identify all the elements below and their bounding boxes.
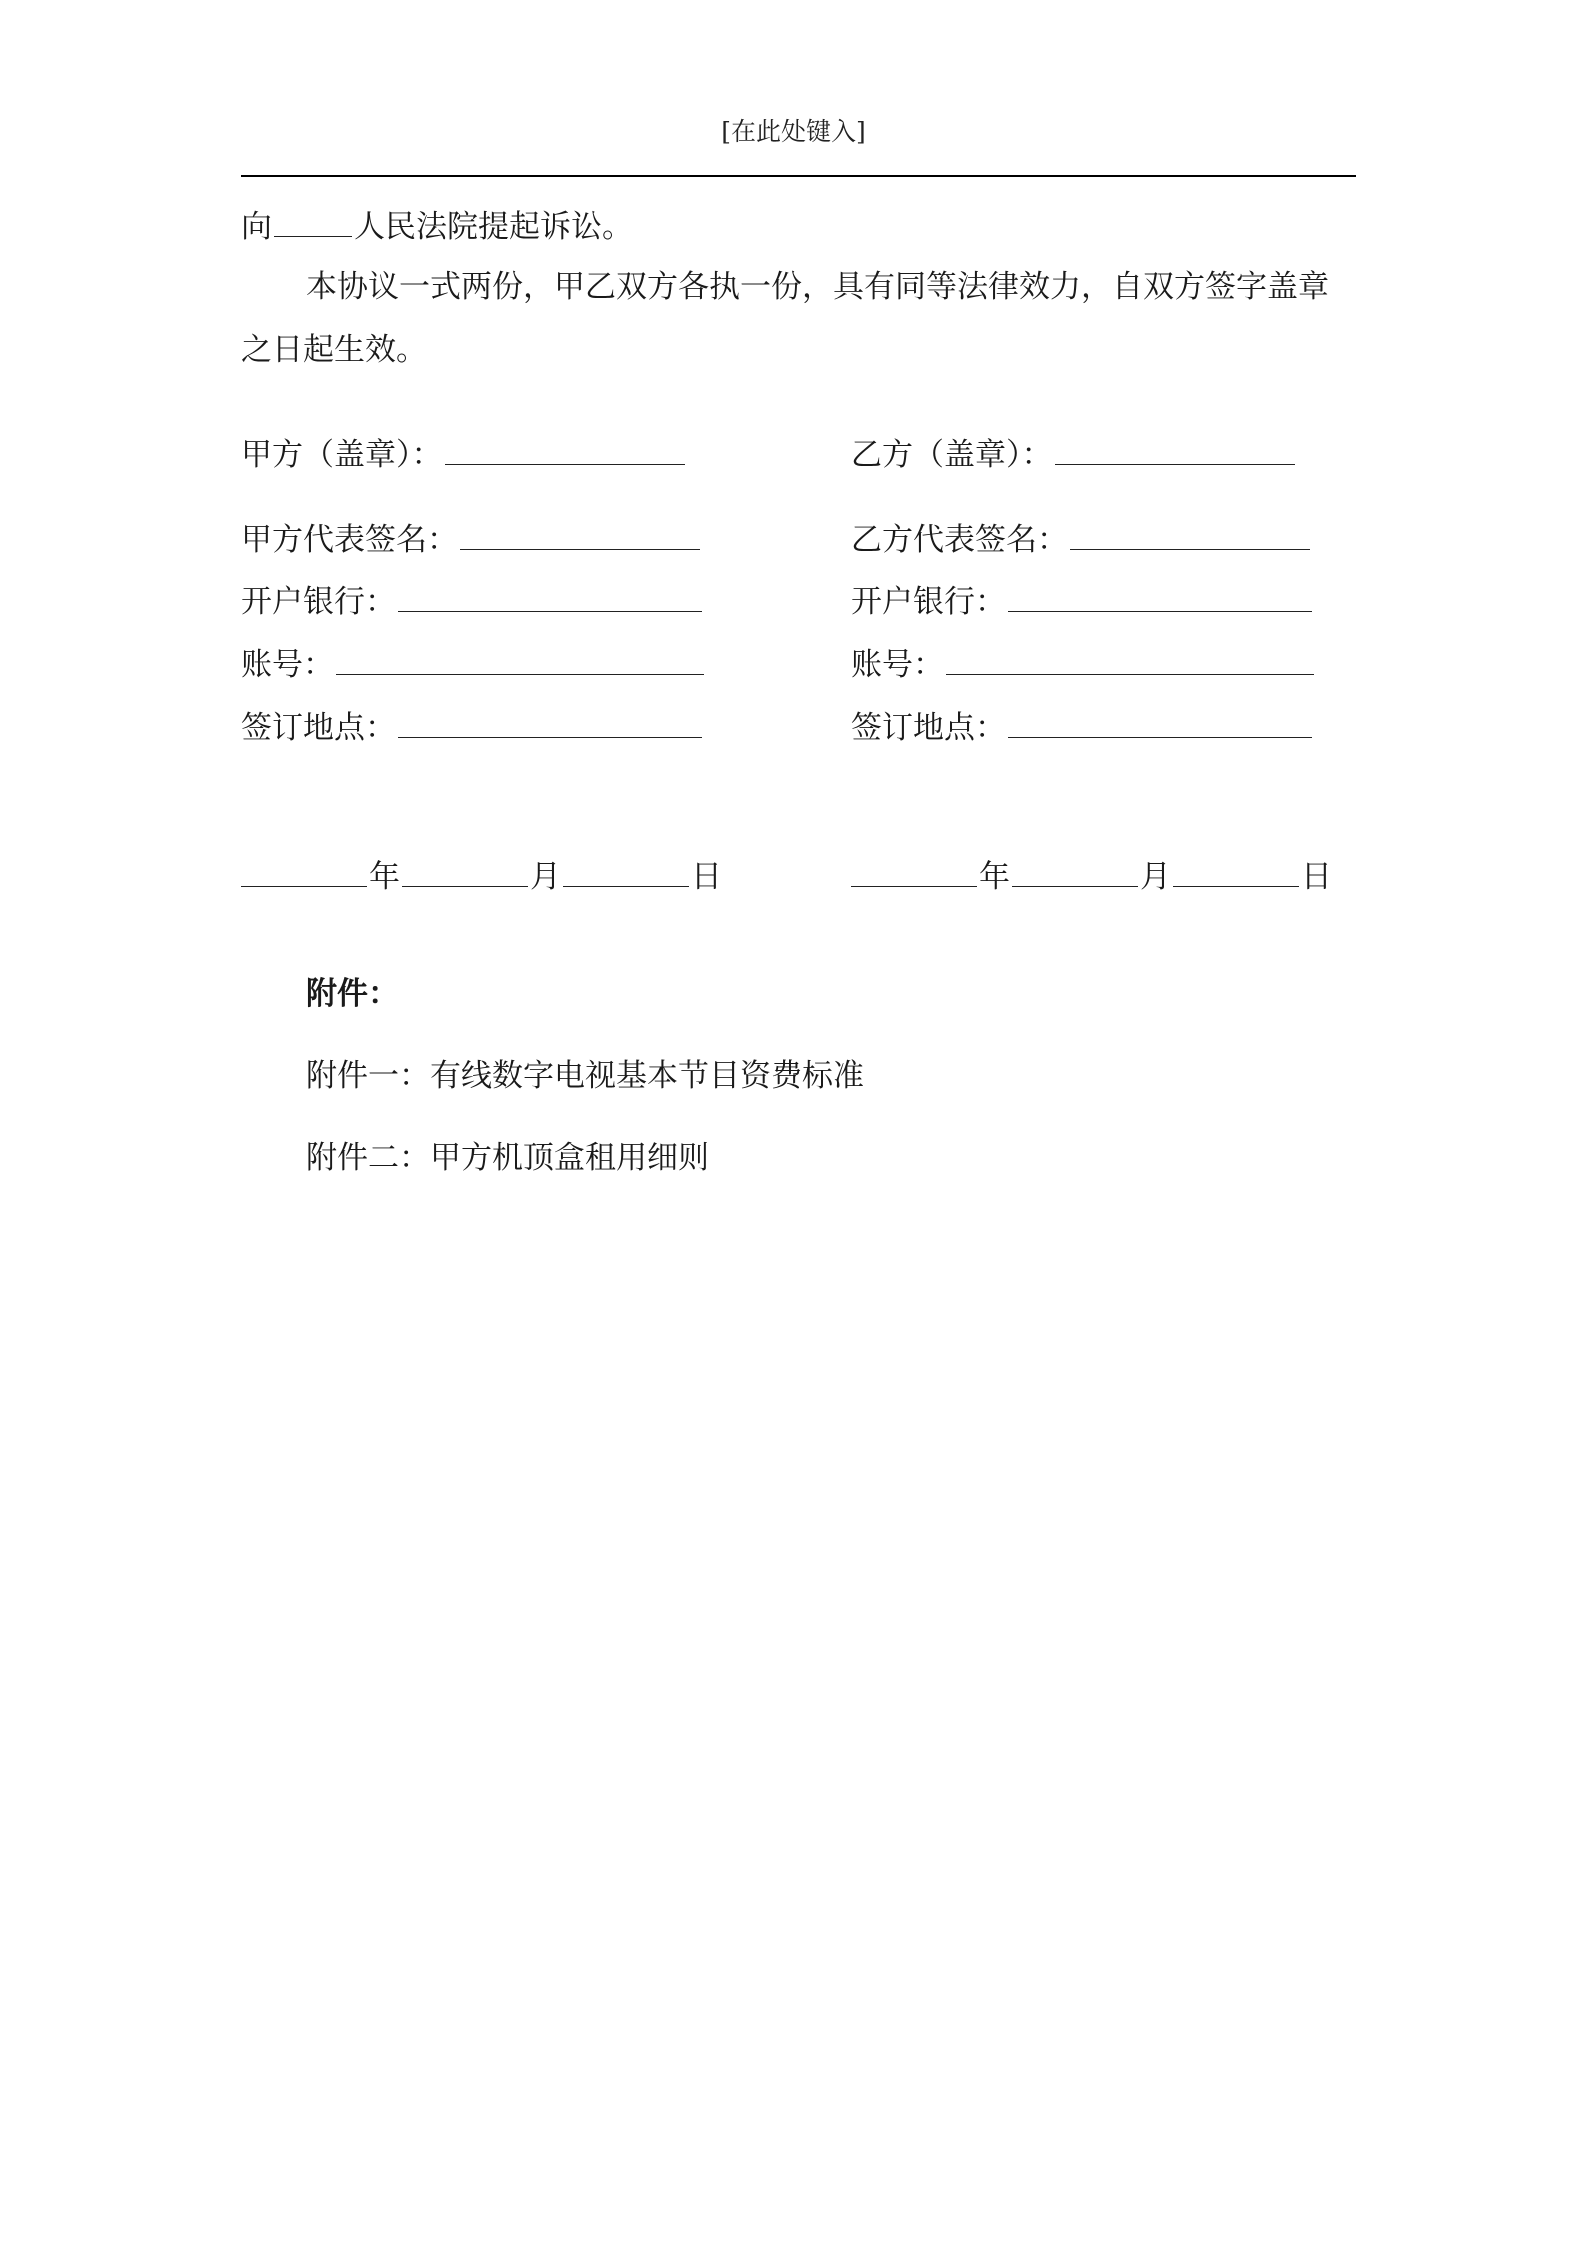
party-b-place-row — [851, 706, 1314, 750]
party-a-month-blank — [402, 856, 528, 887]
party-a-year-blank — [241, 856, 367, 887]
party-b-place-label: 签订地点： — [851, 710, 1006, 746]
party-a-date-row — [241, 855, 722, 899]
court-clause — [241, 205, 633, 249]
party-b-rep-blank — [1070, 519, 1310, 550]
party-a-place-label: 签订地点： — [241, 710, 396, 746]
validity-clause-line2: 之日起生效。 — [241, 332, 427, 368]
party-b-seal-label: 乙方（盖章）： — [851, 437, 1053, 473]
party-b-month-blank — [1012, 856, 1138, 887]
party-b-account-label: 账号： — [851, 647, 944, 683]
party-a-account-blank — [336, 644, 704, 675]
party-a-bank-blank — [398, 581, 702, 612]
party-a-day-blank — [563, 856, 689, 887]
party-b-year-label: 年 — [979, 859, 1010, 895]
party-a-rep-row — [241, 518, 702, 562]
party-a-seal-label: 甲方（盖章）： — [241, 437, 443, 473]
party-a-year-label: 年 — [369, 859, 400, 895]
party-b-seal-blank — [1055, 434, 1295, 465]
party-a-day-label: 日 — [691, 859, 722, 895]
party-a-account-label: 账号： — [241, 647, 334, 683]
party-a-place-blank — [398, 707, 702, 738]
attachments-heading: 附件： — [306, 976, 399, 1012]
party-b-bank-label: 开户银行： — [851, 584, 1006, 620]
party-b-seal-row — [851, 433, 1297, 477]
attachment-item-1: 附件一：有线数字电视基本节目资费标准 — [306, 1058, 864, 1094]
party-a-rep-label: 甲方代表签名： — [241, 522, 458, 558]
court-clause-prefix: 向 — [241, 209, 272, 245]
party-a-month-label: 月 — [530, 859, 561, 895]
party-a-seal-blank — [445, 434, 685, 465]
party-b-rep-label: 乙方代表签名： — [851, 522, 1068, 558]
party-b-account-blank — [946, 644, 1314, 675]
party-b-place-blank — [1008, 707, 1312, 738]
party-b-day-blank — [1173, 856, 1299, 887]
party-a-bank-row — [241, 580, 704, 624]
court-name-blank — [274, 206, 352, 237]
party-b-rep-row — [851, 518, 1312, 562]
party-b-bank-blank — [1008, 581, 1312, 612]
party-a-seal-row — [241, 433, 687, 477]
party-b-day-label: 日 — [1301, 859, 1332, 895]
party-a-account-row — [241, 643, 706, 687]
party-b-date-row — [851, 855, 1332, 899]
validity-clause-line1: 本协议一式两份，甲乙双方各执一份，具有同等法律效力，自双方签字盖章 — [306, 269, 1329, 305]
party-b-year-blank — [851, 856, 977, 887]
page-header: [在此处键入] — [721, 117, 866, 146]
party-b-account-row — [851, 643, 1316, 687]
party-a-bank-label: 开户银行： — [241, 584, 396, 620]
party-a-place-row — [241, 706, 704, 750]
party-a-rep-blank — [460, 519, 700, 550]
header-divider — [241, 175, 1356, 177]
party-b-bank-row — [851, 580, 1314, 624]
party-b-month-label: 月 — [1140, 859, 1171, 895]
attachment-item-2: 附件二：甲方机顶盒租用细则 — [306, 1140, 709, 1176]
court-clause-suffix: 人民法院提起诉讼。 — [354, 209, 633, 245]
